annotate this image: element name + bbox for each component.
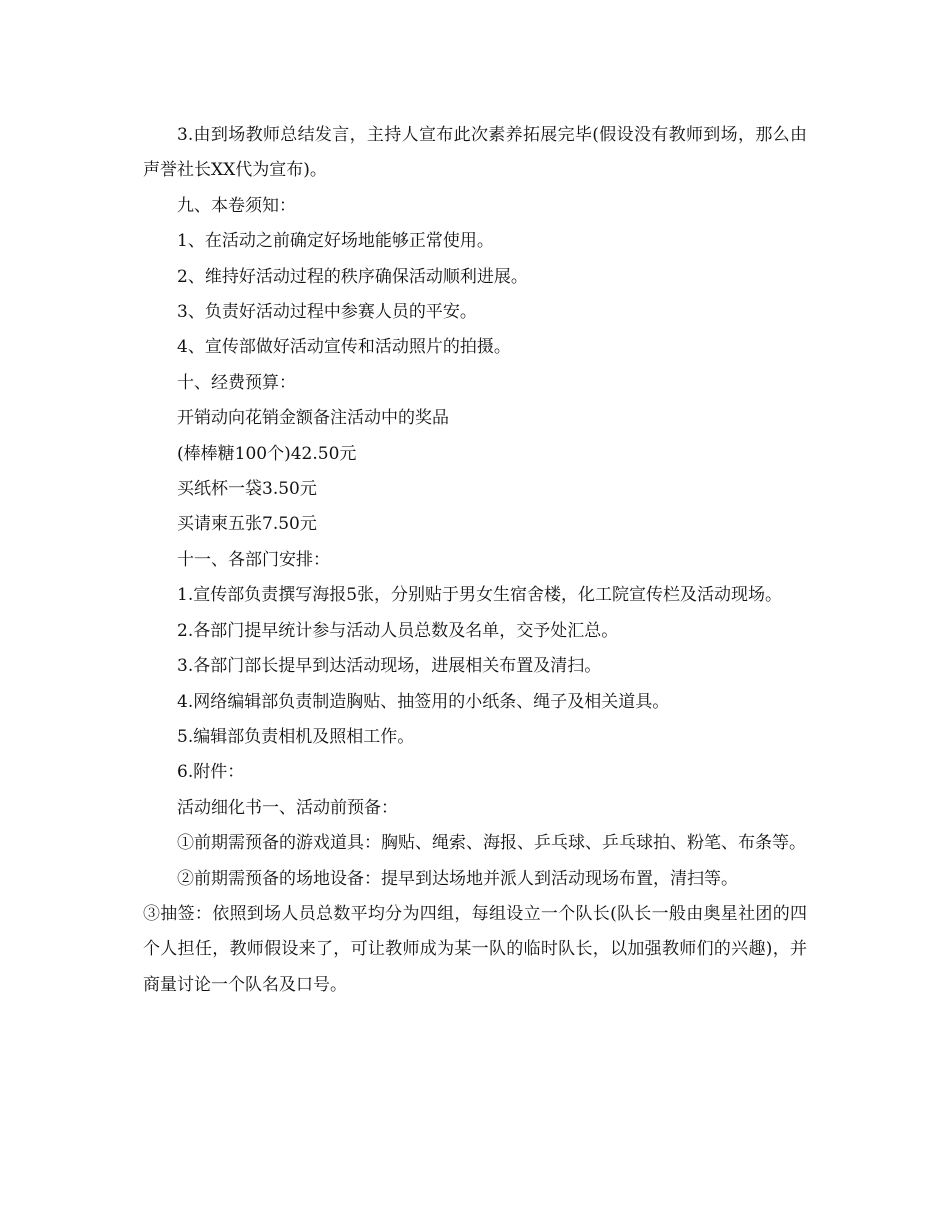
list-item: 3.各部门部长提早到达活动现场，进展相关布置及清扫。 xyxy=(177,656,602,677)
budget-header: 开销动向花销金额备注活动中的奖品 xyxy=(177,408,449,429)
budget-line: 买纸杯一袋3.50元 xyxy=(177,479,317,500)
heading-budget: 十、经费预算： xyxy=(177,372,296,393)
heading-activity-plan: 活动细化书一、活动前预备： xyxy=(177,797,398,818)
list-item: 1、在活动之前确定好场地能够正常使用。 xyxy=(177,231,494,252)
paragraph-conclusion: 3.由到场教师总结发言，主持人宣布此次素养拓展完毕(假设没有教师到场，那么由声誉社长XX代为宣布)。 xyxy=(143,125,807,181)
heading-departments: 十一、各部门安排： xyxy=(177,549,330,570)
list-item: ③抽签：依照到场人员总数平均分为四组，每组设立一个队长(队长一般由奥星社团的四个人担任，教师假设来了，可让教师成为某一队的临时队长，以加强教师们的兴趣)，并商量讨论一个队名及口号。 xyxy=(143,903,807,995)
list-item: 6.附件： xyxy=(177,762,245,783)
list-item: ②前期需预备的场地设备：提早到达场地并派人到活动现场布置，清扫等。 xyxy=(177,868,738,889)
list-item: 4、宣传部做好活动宣传和活动照片的拍摄。 xyxy=(177,337,511,358)
budget-line: 买请柬五张7.50元 xyxy=(177,514,317,535)
document-body xyxy=(143,118,807,1003)
list-item: 3、负责好活动过程中参赛人员的平安。 xyxy=(177,302,477,323)
list-item: 2.各部门提早统计参与活动人员总数及名单，交予处汇总。 xyxy=(177,620,619,641)
list-item: 4.网络编辑部负责制造胸贴、抽签用的小纸条、绳子及相关道具。 xyxy=(177,691,670,712)
list-item: 2、维持好活动过程的秩序确保活动顺利进展。 xyxy=(177,266,528,287)
list-item: 1.宣传部负责撰写海报5张，分别贴于男女生宿舍楼，化工院宣传栏及活动现场。 xyxy=(177,585,783,606)
list-item: 5.编辑部负责相机及照相工作。 xyxy=(177,726,415,747)
list-item: ①前期需预备的游戏道具：胸贴、绳索、海报、乒乓球、乒乓球拍、粉笔、布条等。 xyxy=(177,833,806,854)
budget-line: (棒棒糖100个)42.50元 xyxy=(177,443,357,464)
heading-notes: 九、本卷须知： xyxy=(177,195,296,216)
